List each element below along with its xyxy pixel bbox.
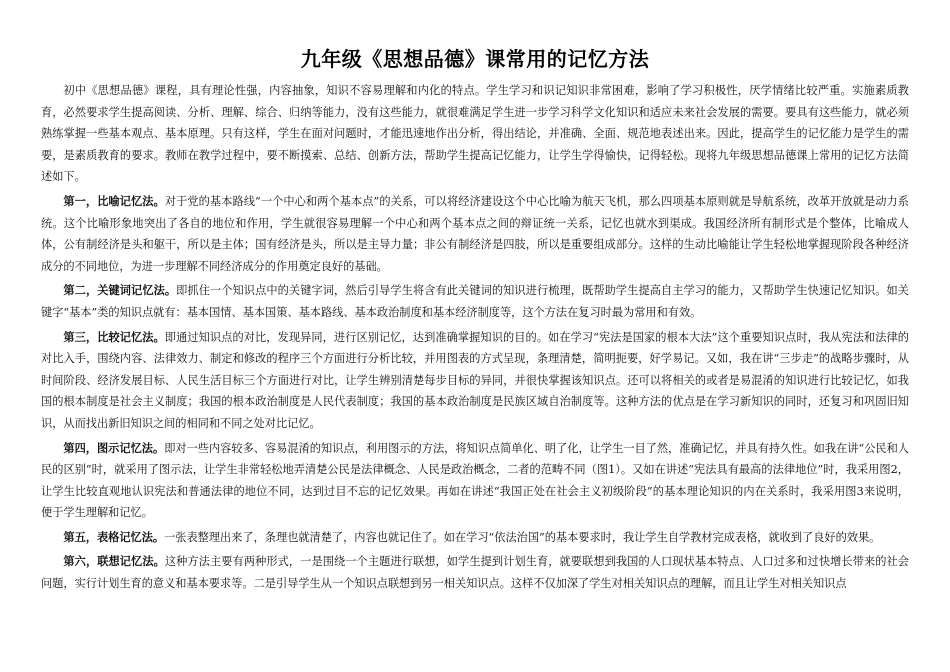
paragraph-text: 一张表整理出来了，条理也就清楚了，内容也就记住了。如在学习“依法治国”的基本要求时，我让学生自学教材完成表格，就收到了良好的效果。: [164, 530, 881, 544]
paragraph-heading: 第四，图示记忆法。: [63, 441, 165, 455]
paragraph-association-method: [41, 551, 909, 594]
paragraph-diagram-method: [41, 438, 909, 524]
paragraph-heading: 第三，比较记忆法。: [63, 330, 165, 344]
paragraph-text: 对于党的基本路线“一个中心和两个基本点”的关系，可以将经济建设这个中心比喻为航天飞机，那么四项基本原则就是导航系统，改革开放就是动力系统。这个比喻形象地突出了各自的地位和作用，学生就很容易理解一个中心和两个基本点之间的辩证统一关系，记忆也就水到渠成。我国经济所有制形式是个整体，比喻成人体，公有制经济是头和躯干，所以是主体；国有经济是头，所以是主导力量；非公有制经济是四肢，所以是重要组成部分。这样的生动比喻能让学生轻松地掌握现阶段各种经济成分的不同地位，为进一步理解不同经济成分的作用奠定良好的基础。: [41, 194, 909, 273]
paragraph-comparison-method: [41, 327, 909, 435]
document-title: 九年级《思想品德》课常用的记忆方法: [300, 47, 650, 71]
paragraph-text: 即对一些内容较多、容易混淆的知识点，利用图示的方法，将知识点简单化、明了化，让学生一目了然，准确记忆，并具有持久性。如我在讲“公民和人民的区别”时，就采用了图示法，让学生非常轻松地弄清楚公民是法律概念、人民是政治概念，二者的范畴不同（图1）。又如在讲述“宪法具有最高的法律地位”时，我采用图2，让学生比较直观地认识宪法和普通法律的地位不同，达到过目不忘的记忆效果。再如在讲述“我国正处在社会主义初级阶段”的基本理论知识的内在关系时，我采用图3来说明，便于学生理解和记忆。: [41, 441, 909, 520]
paragraph-table-method: [41, 527, 909, 549]
paragraph-text: 这种方法主要有两种形式，一是围绕一个主题进行联想，如学生提到计划生育，就要联想到我国的人口现状基本特点、人口过多和过快增长带来的社会问题，实行计划生育的意义和基本要求等。二是引导学生从一个知识点联想到另一相关知识点。这样不仅加深了学生对相关知识点的理解，而且让学生对相关知识点: [41, 555, 909, 591]
paragraph-heading: 第一，比喻记忆法。: [63, 194, 165, 208]
paragraph-text: 即通过知识点的对比，发现异同，进行区别记忆，达到准确掌握知识的目的。如在学习“宪法是国家的根本大法”这个重要知识点时，我从宪法和法律的对比入手，围绕内容、法律效力、制定和修改的程序三个方面进行分析比较，并用图表的方式呈现，条理清楚，简明扼要，好学易记。又如，我在讲“三步走”的战略步骤时，从时间阶段、经济发展目标、人民生活目标三个方面进行对比，让学生辨别清楚每步目标的异同，并很快掌握该知识点。还可以将相关的或者是易混淆的知识进行比较记忆，如我国的根本制度是社会主义制度；我国的根本政治制度是人民代表制度；我国的基本政治制度是民族区域自治制度等。这种方法的优点是在学习新知识的同时，还复习和巩固旧知识，从而找出新旧知识之间的相同和不同之处对比记忆。: [41, 330, 909, 430]
paragraph-text: 即抓住一个知识点中的关键字词，然后引导学生将含有此关键词的知识进行梳理，既帮助学生提高自主学习的能力，又帮助学生快速记忆知识。如关键字“基本”类的知识点就有：基本国情、基本国策、基本路线、基本政治制度和基本经济制度等，这个方法在复习时最为常用和有效。: [41, 284, 909, 319]
paragraph-intro: [41, 80, 909, 188]
paragraph-text: 初中《思想品德》课程，具有理论性强，内容抽象，知识不容易理解和内化的特点。学生学习和识记知识非常困难，影响了学习积极性，厌学情绪比较严重。实施素质教育，必然要求学生提高阅读、分析、理解、综合、归纳等能力，没有这些能力，就很难满足学生进一步学习科学文化知识和适应未来社会发展的需要。要具有这些能力，就必须熟练掌握一些基本观点、基本原理。只有这样，学生在面对问题时，才能迅速地作出分析，得出结论，并准确、全面、规范地表述出来。因此，提高学生的记忆能力是学生的需要，是素质教育的要求。教师在教学过程中，要不断摸索、总结、创新方法，帮助学生提高记忆能力，让学生学得愉快，记得轻松。现将九年级思想品德课上常用的记忆方法简述如下。: [41, 84, 909, 184]
paragraph-heading: 第六，联想记忆法。: [63, 555, 165, 569]
paragraph-heading: 第二，关键词记忆法。: [63, 284, 177, 298]
paragraph-metaphor-method: [41, 191, 909, 277]
paragraph-keyword-method: [41, 280, 909, 323]
paragraph-heading: 第五，表格记忆法。: [63, 530, 165, 544]
